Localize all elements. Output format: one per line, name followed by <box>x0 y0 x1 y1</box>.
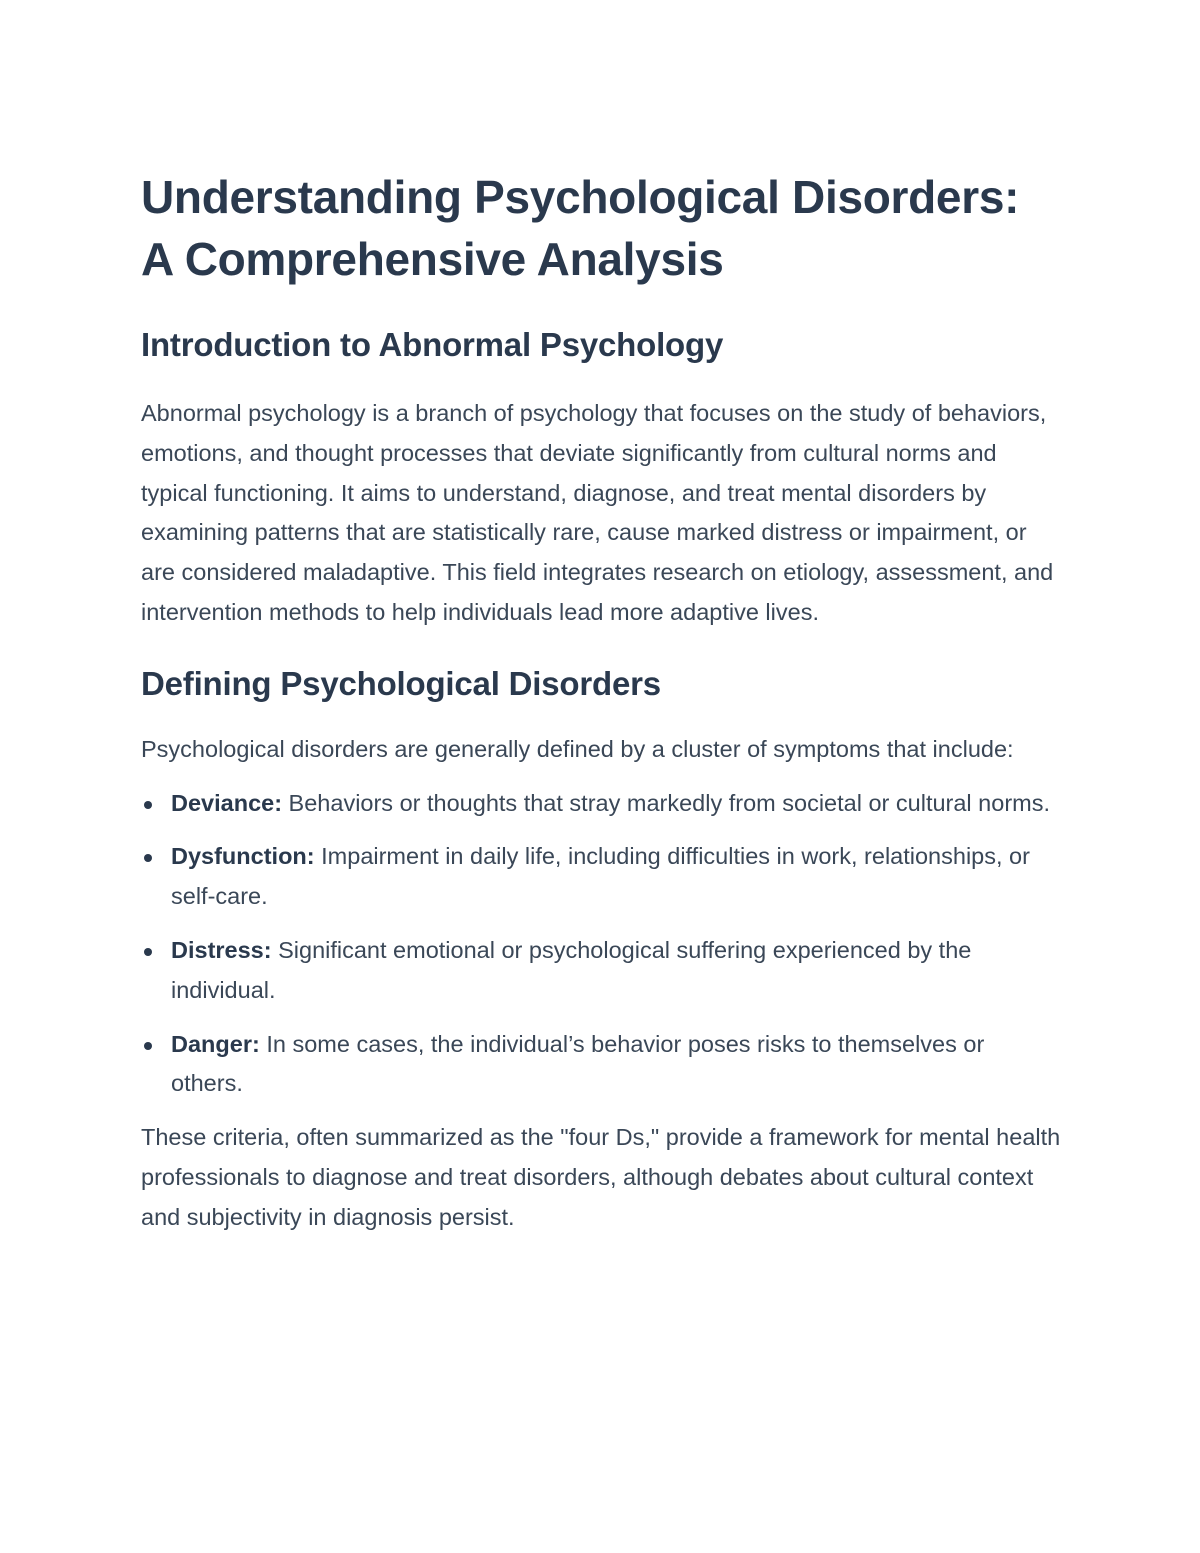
bullet-icon <box>144 854 152 862</box>
section-heading-defining-disorders: Defining Psychological Disorders <box>141 664 661 702</box>
criteria-list <box>141 784 1061 1105</box>
list-item <box>141 931 1061 1011</box>
introduction-paragraph: Abnormal psychology is a branch of psychology that focuses on the study of behaviors, emotions, and thought processes that deviate significantly from cultural norms and typical functioning. It aims to understand, diagnose, and treat mental disorders by examining patterns that are statistically rare, cause marked distress or impairment, or are considered maladaptive. This field integrates research on etiology, assessment, and intervention methods to help individuals lead more adaptive lives. <box>141 400 1054 625</box>
list-item <box>141 784 1061 824</box>
list-item <box>141 1025 1061 1105</box>
defining-intro-paragraph: Psychological disorders are generally defined by a cluster of symptoms that include: <box>141 735 1014 762</box>
document-page <box>141 166 1061 1238</box>
section-heading-introduction: Introduction to Abnormal Psychology <box>141 326 724 363</box>
criterion-text: Significant emotional or psychological suffering experienced by the individual. <box>171 936 972 1003</box>
list-item <box>141 837 1061 917</box>
summary-paragraph: These criteria, often summarized as the "four Ds," provide a framework for mental health professionals to diagnose and treat disorders, although debates about cultural context and subjectivity in diagnosis persist. <box>141 1124 1061 1230</box>
criterion-text: In some cases, the individual’s behavior poses risks to themselves or others. <box>171 1030 985 1097</box>
criterion-text: Impairment in daily life, including difficulties in work, relationships, or self-care. <box>171 843 1030 910</box>
criterion-term: Deviance: <box>171 789 283 816</box>
bullet-icon <box>144 801 152 809</box>
bullet-icon <box>144 1042 152 1050</box>
criterion-term: Distress: <box>171 936 272 963</box>
document-title-line-1: Understanding Psychological Disorders: <box>141 171 1020 223</box>
document-title-line-2: A Comprehensive Analysis <box>141 233 724 285</box>
document-title <box>141 166 1061 290</box>
criterion-term: Danger: <box>171 1030 260 1057</box>
bullet-icon <box>144 948 152 956</box>
criterion-term: Dysfunction: <box>171 843 315 870</box>
criterion-text: Behaviors or thoughts that stray markedly from societal or cultural norms. <box>282 789 1051 816</box>
